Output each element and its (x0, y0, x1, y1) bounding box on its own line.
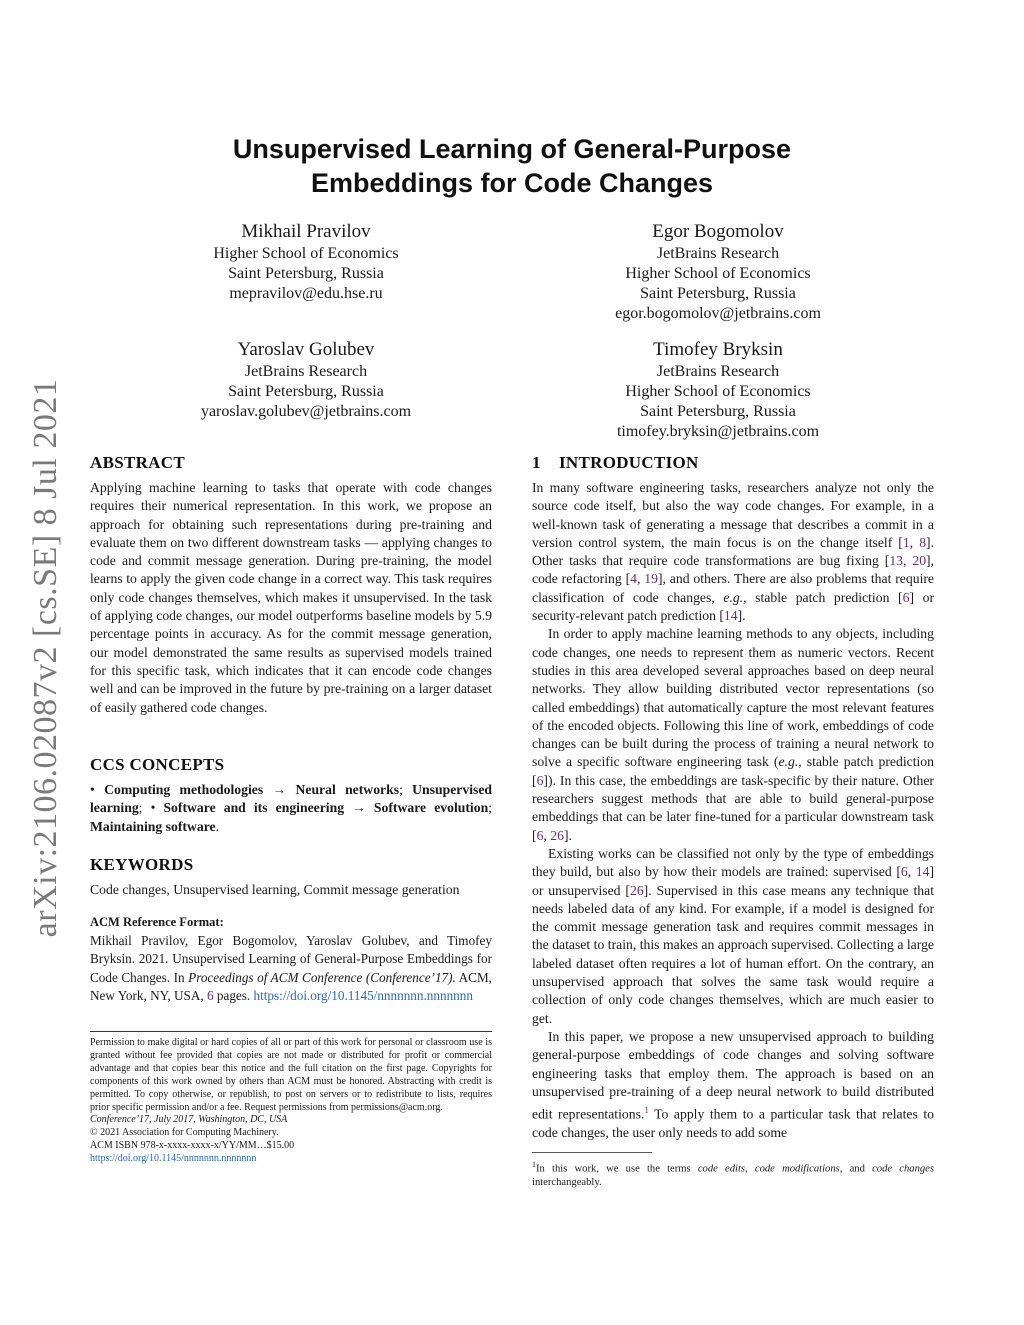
author-name: Mikhail Pravilov (241, 221, 371, 242)
acm-ref-pages-suffix: pages. (213, 987, 254, 1003)
paper-title: Unsupervised Learning of General-Purpose Embeddings for Code Changes (232, 134, 792, 198)
author-block (568, 338, 868, 442)
footnote: $^1$In this work, we use the terms code edits, code modifications, and code changes interchangeably. (532, 1160, 934, 1188)
ccs-separator: ; (488, 800, 492, 816)
intro-paragraph-1: In many software engineering tasks, researchers analyze not only the source code itself, but also the way code changes. For example, in a well-known task of generating a message that describes a commit in a version control system, the main focus is on the change itself [1, 8]. Other tasks that require code transformations are bug fixing [13, 20], code refactoring [4, 19], and others. There are also problems that require classification of code changes, e.g., stable patch prediction [6] or security-relevant patch prediction [14]. (532, 480, 935, 624)
ccs-end: . (215, 818, 220, 834)
acm-ref-authors: Mikhail Pravilov, Egor Bogomolov, Yaroslav Golubev, and Timofey Bryksin. 2021. Unsupervised Learning of General-Purpose Embeddings for Code Changes. In (90, 933, 492, 985)
citation-link[interactable]: 6 (536, 772, 544, 788)
citation-link[interactable]: 6 (900, 864, 908, 880)
ccs-concept: Neural networks (295, 782, 400, 797)
author-name: Egor Bogomolov (652, 221, 784, 242)
keywords-text (90, 881, 492, 899)
citation-link[interactable]: 1 (902, 534, 910, 550)
author-location: Saint Petersburg, Russia (640, 403, 796, 420)
ccs-separator: ; (399, 782, 403, 797)
ccs-arrow: → (272, 782, 287, 797)
citation-link[interactable]: 8 (919, 534, 927, 550)
citation-link[interactable]: 26 (550, 827, 564, 843)
author-block (156, 220, 456, 304)
acm-ref-pages[interactable]: 6 (207, 987, 214, 1003)
intro-paragraph-3: Existing works can be classified not only by the type of embeddings they build, but also by how their models are trained: supervised [6, 14] or unsupervised [26]. Supervised in this case means any technique that needs labeled data of any kind. For example, if a model is designed for the commit message generation task and requires commit messages in the dataset to train, this makes an approach supervised. Collecting a large labeled dataset often requires a lot of human effort. On the contrary, an unsupervised approach that solves the same task would require a collection of only code changes themselves, which are much easier to get. (532, 845, 935, 1026)
ccs-bullet: • (150, 800, 156, 816)
ccs-concepts (90, 781, 492, 836)
ccs-concept: Maintaining software (90, 818, 216, 834)
ccs-concept: Computing methodologies (104, 782, 264, 797)
citation-link[interactable]: 19 (644, 571, 658, 587)
copyright-line: © 2021 Association for Computing Machinery. (90, 1127, 279, 1139)
author-email: yaroslav.golubev@jetbrains.com (200, 403, 412, 420)
author-email: timofey.bryksin@jetbrains.com (616, 423, 820, 440)
footnote-text: In this work, we use the terms (536, 1163, 698, 1175)
author-affiliation: JetBrains Research (656, 363, 780, 380)
citation-link[interactable]: 20 (912, 553, 927, 569)
ccs-paragraph (90, 781, 492, 836)
arxiv-id: arXiv:2106.02087v2 [cs.SE] 8 Jul 2021 (27, 378, 64, 938)
footnote-rule (90, 1031, 492, 1032)
footnote-term: code modifications (754, 1163, 840, 1175)
isbn-line: ACM ISBN 978-x-xxxx-xxxx-x/YY/MM…$15.00 (90, 1140, 295, 1152)
author-name: Timofey Bryksin (653, 339, 783, 360)
acm-reference (90, 932, 492, 1005)
introduction-body (532, 479, 934, 1142)
author-location: Saint Petersburg, Russia (228, 265, 384, 282)
abstract-text (90, 479, 492, 717)
acm-ref-heading: ACM Reference Format: (90, 915, 224, 929)
conference-line (90, 1114, 492, 1127)
ccs-arrow: → (352, 800, 366, 816)
intro-paragraph-2: In order to apply machine learning methods to any objects, including code changes, one needs to represent them as numeric vectors. Recent studies in this area developed several approaches based on deep neural networks. They allow building distributed vector representations (so called embeddings) that automatically capture the most relevant features of the encoded objects. Following this line of work, embeddings of code changes can be built during the process of training a neural network to solve a specific software engineering task (e.g., stable patch prediction [6]). In this case, the embeddings are task-specific by their nature. Other researchers suggest methods that are able to build general-purpose embeddings that can be later fine-tuned for a particular downstream task [6, 26]. (532, 626, 934, 843)
author-affiliation: JetBrains Research (656, 245, 780, 262)
permission-text: Permission to make digital or hard copies of all or part of this work for personal or classroom use is granted without fee provided that copies are not made or distributed for profit or commercial advantage and that copies bear this notice and the full citation on the first page. Copyrights for components of this work owned by others than ACM must be honored. Abstracting with credit is permitted. To copy otherwise, or republish, to post on servers or to redistribute to lists, requires prior specific permission and/or a fee. Request permissions from permissions@acm.org. (90, 1037, 492, 1113)
citation-link[interactable]: 26 (629, 882, 644, 898)
introduction-heading: 1 INTRODUCTION (532, 453, 699, 472)
ccs-concept: Unsupervised learning (90, 782, 493, 816)
abstract-heading: ABSTRACT (90, 453, 185, 472)
footnote-term: code changes (872, 1163, 934, 1175)
citation-link[interactable]: 6 (536, 827, 544, 843)
author-affiliation: Higher School of Economics (213, 245, 399, 262)
acm-reference-text (90, 932, 492, 1005)
footnote-mark: 1 (532, 1160, 536, 1169)
keywords-list: Code changes, Unsupervised learning, Commit message generation (90, 882, 460, 897)
footnote-short-rule (532, 1152, 652, 1153)
acm-ref-doi-link[interactable]: https://doi.org/10.1145/nnnnnnn.nnnnnnn (253, 987, 473, 1003)
keywords-heading: KEYWORDS (90, 855, 194, 874)
ccs-concept: Software and its engineering (163, 800, 345, 816)
conference-text: Conference’17, July 2017, Washington, DC, USA (90, 1114, 288, 1126)
ccs-heading: CCS CONCEPTS (90, 755, 225, 774)
acm-ref-venue: Proceedings of ACM Conference (Conference’17). (188, 969, 456, 985)
author-affiliation: JetBrains Research (244, 363, 368, 380)
footnote-term: code edits (697, 1163, 746, 1175)
ccs-concept: Software evolution (373, 800, 489, 816)
author-location: Saint Petersburg, Russia (228, 383, 384, 400)
footnote-text-end: interchangeably. (532, 1176, 602, 1188)
author-affiliation: Higher School of Economics (625, 383, 811, 400)
citation-link[interactable]: 6 (902, 589, 910, 605)
citation-link[interactable]: 14 (915, 864, 930, 880)
permission-block (90, 1037, 492, 1166)
author-block (568, 220, 868, 324)
author-email: mepravilov@edu.hse.ru (229, 285, 383, 302)
permission-doi-link[interactable]: https://doi.org/10.1145/nnnnnnn.nnnnnnn (90, 1153, 257, 1165)
citation-link[interactable]: 4 (630, 571, 637, 587)
acm-ref-publisher: ACM, New York, NY, USA, (90, 969, 492, 1003)
ccs-separator: ; (138, 800, 143, 816)
intro-paragraph-4: In this paper, we propose a new unsupervised approach to building general-purpose embeddings of code changes and solving software engineering tasks that employ them. The approach is based on an unsupervised pre-training of a deep neural network to build distributed edit representations.$^1$ To apply them to a particular task that relates to code changes, the user only needs to add some (532, 1028, 935, 1140)
author-email: egor.bogomolov@jetbrains.com (615, 305, 821, 322)
author-location: Saint Petersburg, Russia (640, 285, 796, 302)
ccs-bullet: • (90, 782, 95, 797)
author-name: Yaroslav Golubev (237, 339, 375, 360)
footnote-mark-link[interactable]: 1 (644, 1105, 649, 1116)
citation-link[interactable]: 13 (889, 553, 903, 569)
author-affiliation: Higher School of Economics (625, 265, 811, 282)
citation-link[interactable]: 14 (723, 608, 738, 624)
author-block (156, 338, 456, 422)
abstract-paragraph: Applying machine learning to tasks that operate with code changes requires their numerical representation. In this work, we propose an approach for obtaining such representations during pre-training and evaluate them on two different downstream tasks — applying changes to code and commit message generation. During pre-training, the model learns to apply the given code change in a correct way. This task requires only code changes themselves, which makes it unsupervised. In the task of applying code changes, our model outperforms baseline models by 5.9 percentage points in accuracy. As for the commit message generation, our model demonstrated the same results as supervised models trained for this specific task, which indicates that it can encode code changes well and can be improved in the future by pre-training on a larger dataset of easily gathered code changes. (90, 480, 492, 715)
